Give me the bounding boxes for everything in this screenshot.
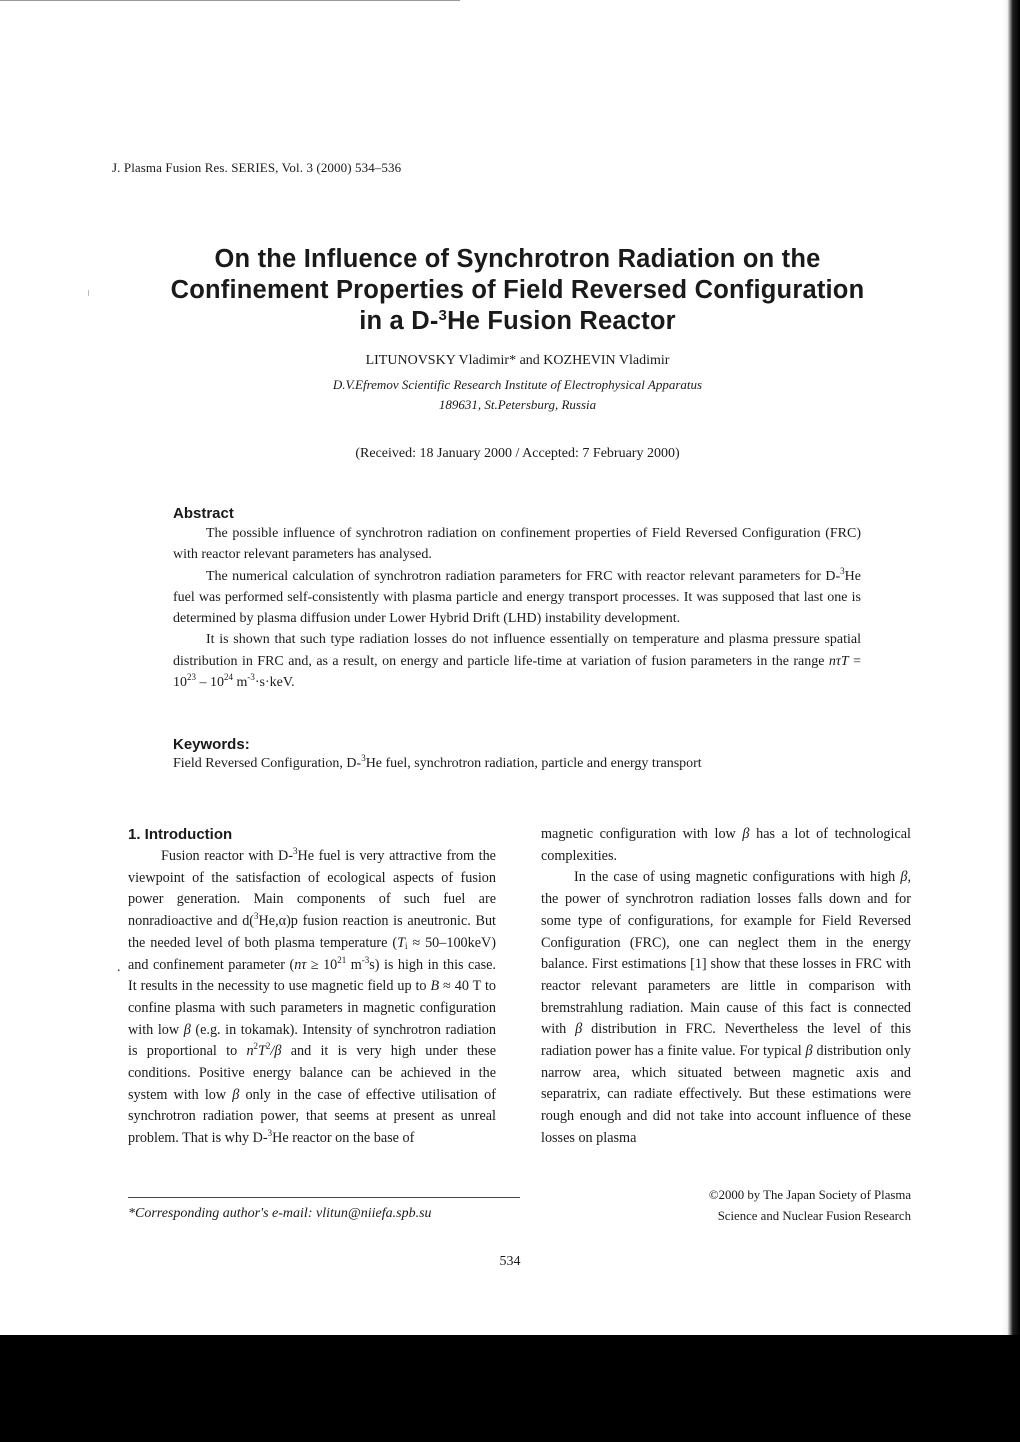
keywords-heading: Keywords: — [173, 736, 250, 753]
scan-speck — [88, 290, 89, 296]
footnote-rule — [128, 1197, 520, 1198]
title-line-1: On the Influence of Synchrotron Radiation on the — [214, 245, 821, 273]
journal-header: J. Plasma Fusion Res. SERIES, Vol. 3 (2000) 534–536 — [112, 160, 402, 175]
right-column-text — [541, 824, 911, 1150]
scan-right-edge — [1002, 0, 1020, 1335]
keywords-list: Field Reversed Configuration, D-$^3$He fuel, synchrotron radiation, particle and energy transport — [173, 753, 702, 771]
address: 189631, St.Petersburg, Russia — [438, 397, 597, 412]
abstract-body — [173, 523, 861, 693]
footnote-email: *Corresponding author's e-mail: vlitun@niiefa.spb.su — [128, 1206, 432, 1221]
abstract-paragraph-1: The possible influence of synchrotron radiation on confinement properties of Field Reversed Configuration (FRC) with reactor relevant parameters has analysed. — [173, 526, 861, 563]
affiliation — [100, 375, 935, 415]
paper-title — [100, 244, 935, 337]
abstract-paragraph-2: The numerical calculation of synchrotron radiation parameters for FRC with reactor relevant parameters for D-$^3$He fuel was performed self-consistently with plasma particle and energy transport processes. It was supposed that last one is determined by plasma diffusion under Lower Hybrid Drift (LHD) instability development. — [173, 565, 861, 627]
page-number: 534 — [499, 1254, 521, 1269]
scan-top-edge — [0, 0, 460, 1]
scan-bottom-edge — [0, 1335, 1020, 1442]
right-paragraph-1: magnetic configuration with low β has a lot of technological complexities. — [541, 826, 911, 864]
intro-paragraph-1: Fusion reactor with D-$^3$He fuel is very attractive from the viewpoint of the satisfaction of ecological aspects of fusion power generation. Main components of such fuel are nonradioactive and d($^3$He,α)p fusion reaction is aneutronic. But the needed level of both plasma temperature $(T_i \approx 50-100keV)$ and confinement parameter ($n\tau \ge 10^{21}$ $m^{-3}s$) is high in this case. It results in the necessity to use magnetic field up to B ≈ 40 T to confine plasma with such parameters in magnetic configuration with low β (e.g. in tokamak). Intensity of synchrotron radiation is proportional to $n^2T^2/\beta$ and it is very high under these conditions. Positive energy balance can be achieved in the system with low β only in the case of effective utilisation of synchrotron radiation power, that seems at present as unreal problem. That is why D-$^3$He reactor on the base of — [128, 846, 497, 1147]
authors: LITUNOVSKY Vladimir* and KOZHEVIN Vladimir — [365, 353, 670, 368]
left-column-text — [128, 846, 496, 1150]
received-dates: (Received: 18 January 2000 / Accepted: 7 February 2000) — [355, 446, 680, 461]
copyright-line-1: ©2000 by The Japan Society of Plasma — [708, 1188, 911, 1202]
institute: D.V.Efremov Scientific Research Institute of Electrophysical Apparatus — [332, 377, 703, 392]
abstract-paragraph-3: It is shown that such type radiation losses do not influence essentially on temperature and plasma pressure spatial distribution in FRC and, as a result, on energy and particle life-time at variation of fusion parameters in the range $n\tau T = 10^{23} - 10^{24}$ $m^{-3}\cdot s\cdot keV$. — [173, 632, 861, 691]
margin-mark: . — [117, 960, 121, 975]
section-heading-introduction: 1. Introduction — [128, 826, 233, 843]
copyright-notice — [541, 1185, 911, 1227]
title-line-3: in a D-$^3$He Fusion Reactor — [359, 307, 676, 335]
abstract-heading: Abstract — [173, 505, 234, 522]
title-line-2: Confinement Properties of Field Reversed Configuration — [170, 276, 865, 304]
copyright-line-2: Science and Nuclear Fusion Research — [717, 1209, 911, 1223]
right-paragraph-2: In the case of using magnetic configurations with high β, the power of synchrotron radiation losses falls down and for some type of configurations, for example for Field Reversed Configuration (FRC), one can neglect them in the energy balance. First estimations [1] show that these losses in FRC with reactor relevant parameters are little in comparison with bremstrahlung radiation. Main cause of this fact is connected with β distribution in FRC. Nevertheless the level of this radiation power has a finite value. For typical β distribution only narrow area, which situated between magnetic axis and separatrix, can radiate effectively. But these estimations were rough enough and did not take into account influence of these losses on plasma — [541, 869, 911, 1146]
